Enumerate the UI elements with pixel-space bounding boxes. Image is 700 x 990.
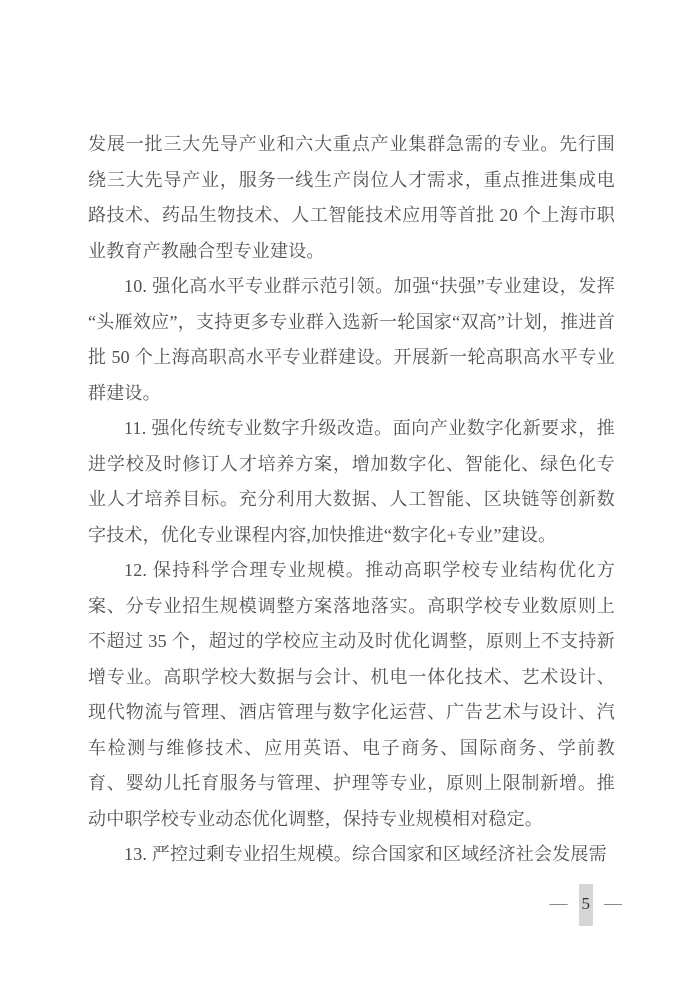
paragraph-item-11: 11. 强化传统专业数字升级改造。面向产业数字化新要求，推进学校及时修订人才培养方案，增加数字化、智能化、绿色化专业人才培养目标。充分利用大数据、人工智能、区块链等创新数字技术，优化专业课程内容,加快推进“数字化+专业”建设。 — [88, 418, 615, 545]
footer-dash-right: — — [604, 893, 622, 914]
page-footer — [550, 884, 623, 926]
paragraph-continuation: 发展一批三大先导产业和六大重点产业集群急需的专业。先行围绕三大先导产业，服务一线生产岗位人才需求，重点推进集成电路技术、药品生物技术、人工智能技术应用等首批 20 个上海市职业教育产教融合型专业建设。 — [88, 134, 615, 261]
paragraph-item-12: 12. 保持科学合理专业规模。推动高职学校专业结构优化方案、分专业招生规模调整方案落地落实。高职学校专业数原则上不超过 35 个，超过的学校应主动及时优化调整，原则上不支持新增专业。高职学校大数据与会计、机电一体化技术、艺术设计、现代物流与管理、酒店管理与数字化运营、广告艺术与设计、汽车检测与维修技术、应用英语、电子商务、国际商务、学前教育、婴幼儿托育服务与管理、护理等专业，原则上限制新增。推动中职学校专业动态优化调整，保持专业规模相对稳定。 — [88, 560, 615, 829]
paragraph-item-13: 13. 严控过剩专业招生规模。综合国家和区域经济社会发展需 — [124, 844, 607, 864]
footer-dash-left: — — [549, 893, 568, 914]
paragraph-item-10: 10. 强化高水平专业群示范引领。加强“扶强”专业建设，发挥“头雁效应”，支持更多专业群入选新一轮国家“双高”计划，推进首批 50 个上海高职高水平专业群建设。开展新一轮高职高水平专业群建设。 — [88, 276, 615, 403]
document-body — [88, 127, 615, 873]
page-number: 5 — [579, 884, 594, 926]
